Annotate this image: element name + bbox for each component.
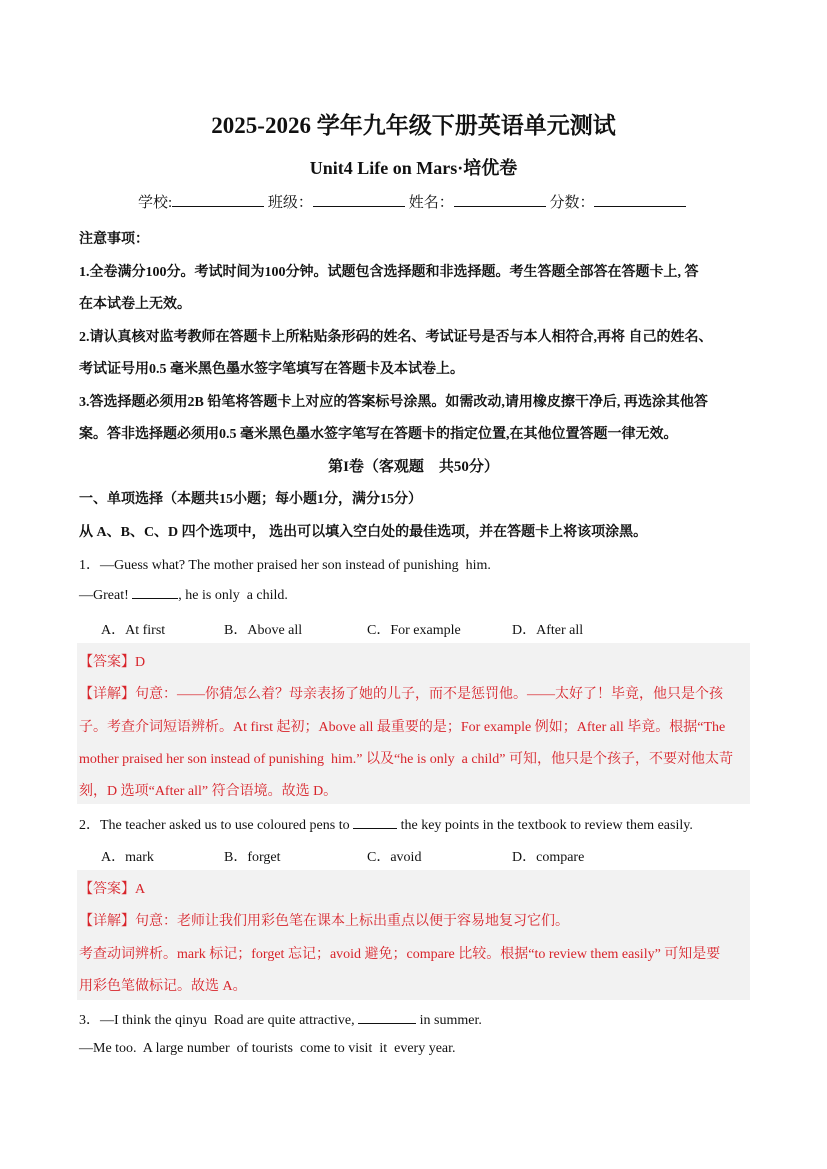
question-1-option-a: A．At first — [101, 623, 166, 638]
question-1-detail: 【详解】句意：——你猜怎么着？母亲表扬了她的儿子，而不是惩罚他。——太好了！毕竟，他只是个孩 — [79, 687, 723, 702]
name-blank — [454, 194, 546, 207]
question-1-option-c: C．For example — [367, 623, 461, 638]
question-2-detail: 【详解】句意：老师让我们用彩色笔在课本上标出重点以便于容易地复习它们。 — [79, 914, 569, 929]
school-blank — [172, 194, 264, 207]
score-blank — [594, 194, 686, 207]
question-2-detail: 考查动词辨析。mark 标记；forget 忘记；avoid 避免；compare 比较。根据“to review them easily” 可知是要 — [79, 947, 721, 962]
student-info-row — [138, 191, 686, 212]
question-1-line2: —Great! , he is only a child. — [79, 588, 288, 603]
question-1-detail: mother praised her son instead of punishing him.” 以及“he is only a child” 可知，他只是个孩子，不要对他太苛 — [79, 752, 734, 767]
question-1-detail: 刻，D 选项“After all” 符合语境。故选 D。 — [79, 784, 338, 799]
question-1-answer: 【答案】D — [79, 655, 146, 670]
score-label: 分数： — [549, 195, 595, 211]
question-1-option-b: B．Above all — [224, 623, 303, 638]
page-title: 2025-2026 学年九年级下册英语单元测试 — [211, 113, 616, 138]
question-1-option-d: D．After all — [512, 623, 584, 638]
section-title: 第I卷（客观题 共50分） — [328, 459, 499, 475]
question-2-option-a: A．mark — [101, 850, 154, 865]
note-line: 在本试卷上无效。 — [79, 297, 191, 312]
note-line: 3.答选择题必须用2B 铅笔将答题卡上对应的答案标号涂黑。如需改动,请用橡皮擦干净后, 再选涂其他答 — [79, 395, 708, 410]
class-blank — [313, 194, 405, 207]
class-label: 班级： — [267, 195, 313, 211]
answer-blank — [132, 586, 178, 599]
part-title: 一、单项选择（本题共15小题；每小题1分，满分15分） — [79, 492, 422, 507]
question-2-answer: 【答案】A — [79, 882, 146, 897]
question-2-option-c: C．avoid — [367, 850, 422, 865]
name-label: 姓名： — [408, 195, 454, 211]
question-2-detail: 用彩色笔做标记。故选 A。 — [79, 979, 247, 994]
note-line: 2.请认真核对监考教师在答题卡上所粘贴条形码的姓名、考试证号是否与本人相符合,再将 自己的姓名、 — [79, 330, 713, 345]
question-2-stem: 2．The teacher asked us to use coloured pens to the key points in the textbook to review them easily. — [79, 818, 693, 833]
notes-heading: 注意事项： — [79, 232, 149, 247]
note-line: 考试证号用0.5 毫米黑色墨水签字笔填写在答题卡及本试卷上。 — [79, 362, 464, 377]
school-label: 学校: — [138, 195, 173, 211]
question-3-stem: 3．—I think the qinyu Road are quite attractive, in summer. — [79, 1013, 482, 1028]
question-1-detail: 子。考查介词短语辨析。At first 起初；Above all 最重要的是；For example 例如；After all 毕竟。根据“The — [79, 720, 726, 735]
page-subtitle: Unit4 Life on Mars·培优卷 — [309, 158, 518, 178]
note-line: 案。答非选择题必须用0.5 毫米黑色墨水签字笔写在答题卡的指定位置,在其他位置答题一律无效。 — [79, 427, 678, 442]
note-line: 1.全卷满分100分。考试时间为100分钟。试题包含选择题和非选择题。考生答题全部答在答题卡上, 答 — [79, 265, 699, 280]
question-2-option-b: B．forget — [224, 850, 281, 865]
question-2-option-d: D．compare — [512, 850, 585, 865]
answer-blank — [358, 1011, 416, 1024]
question-1-stem: 1．—Guess what? The mother praised her son instead of punishing him. — [79, 558, 491, 573]
question-3-line2: —Me too. A large number of tourists come to visit it every year. — [79, 1041, 456, 1056]
part-instruction: 从 A、B、C、D 四个选项中， 选出可以填入空白处的最佳选项，并在答题卡上将该项涂黑。 — [79, 525, 648, 540]
answer-blank — [353, 816, 397, 829]
